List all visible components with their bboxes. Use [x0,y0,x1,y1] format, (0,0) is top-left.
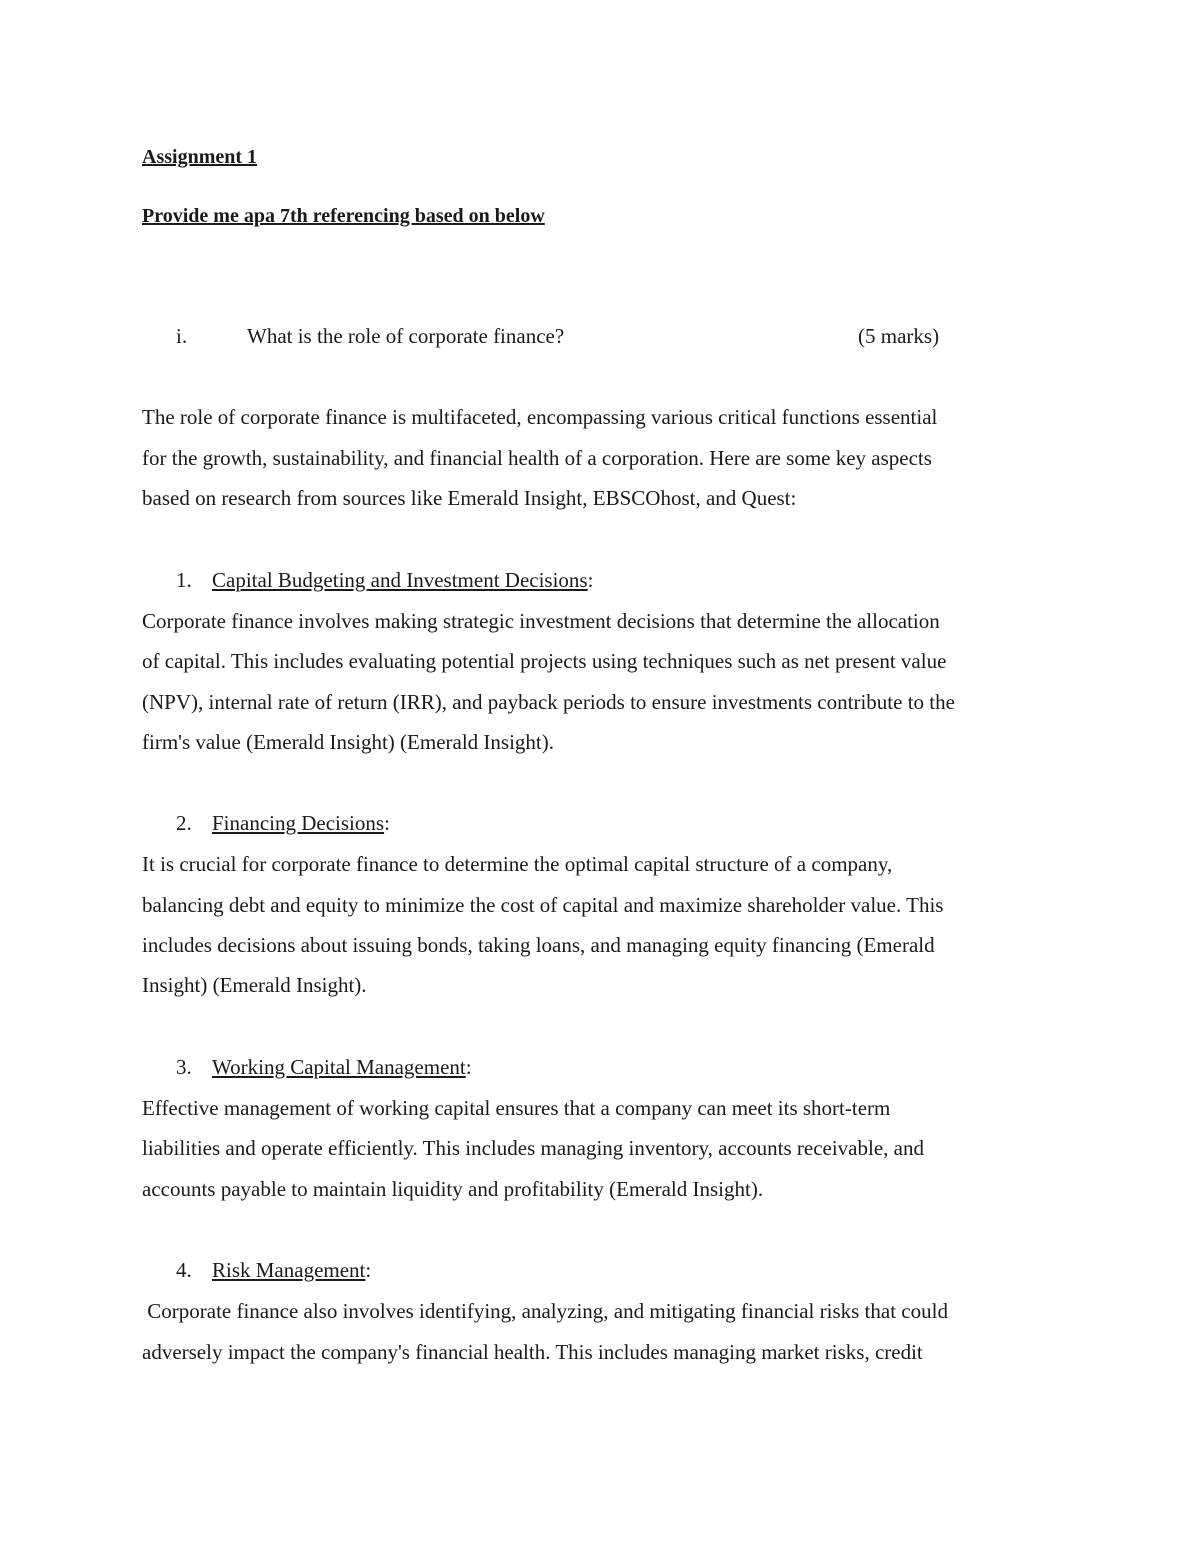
paragraph-line: (NPV), internal rate of return (IRR), and payback periods to ensure investments contribute to the [142,690,955,714]
section-heading-colon: : [465,1055,472,1079]
section-heading-text: Financing Decisions [212,811,385,835]
paragraph-line: accounts payable to maintain liquidity and profitability (Emerald Insight). [142,1177,764,1201]
document-instruction: Provide me apa 7th referencing based on below [142,205,545,227]
section-heading [212,1256,371,1284]
paragraph-line: It is crucial for corporate finance to determine the optimal capital structure of a company, [142,852,893,876]
paragraph-line: The role of corporate finance is multifaceted, encompassing various critical functions essential [142,405,938,429]
section-heading [212,566,593,594]
paragraph-line: Insight) (Emerald Insight). [142,973,367,997]
section-heading-text: Capital Budgeting and Investment Decisions [212,568,588,592]
section-heading-text: Working Capital Management [212,1055,466,1079]
question-text: What is the role of corporate finance? [247,324,565,348]
paragraph-line: balancing debt and equity to minimize the cost of capital and maximize shareholder value. This [142,893,944,917]
paragraph-line: for the growth, sustainability, and financial health of a corporation. Here are some key aspects [142,446,932,470]
section-number: 1. [176,568,192,592]
section-heading-colon: : [365,1258,372,1282]
paragraph-line: Corporate finance involves making strategic investment decisions that determine the allocation [142,609,940,633]
paragraph-line: includes decisions about issuing bonds, taking loans, and managing equity financing (Emerald [142,933,935,957]
paragraph-line: liabilities and operate efficiently. This includes managing inventory, accounts receivable, and [142,1136,924,1160]
paragraph-line: Effective management of working capital ensures that a company can meet its short-term [142,1096,891,1120]
paragraph-line: Corporate finance also involves identifying, analyzing, and mitigating financial risks that could [142,1299,948,1323]
section-number: 2. [176,811,192,835]
section-heading-text: Risk Management [212,1258,366,1282]
document-title: Assignment 1 [142,146,258,168]
paragraph-line: firm's value (Emerald Insight) (Emerald Insight). [142,730,554,754]
paragraph-line: adversely impact the company's financial health. This includes managing market risks, credit [142,1340,923,1364]
section-heading [212,1053,472,1081]
paragraph-line: of capital. This includes evaluating potential projects using techniques such as net present value [142,649,947,673]
question-marks: (5 marks) [858,324,940,348]
paragraph-line: based on research from sources like Emerald Insight, EBSCOhost, and Quest: [142,486,797,510]
section-heading-colon: : [587,568,594,592]
section-number: 3. [176,1055,192,1079]
section-number: 4. [176,1258,192,1282]
section-heading [212,809,390,837]
section-heading-colon: : [384,811,390,835]
question-number: i. [176,324,188,348]
